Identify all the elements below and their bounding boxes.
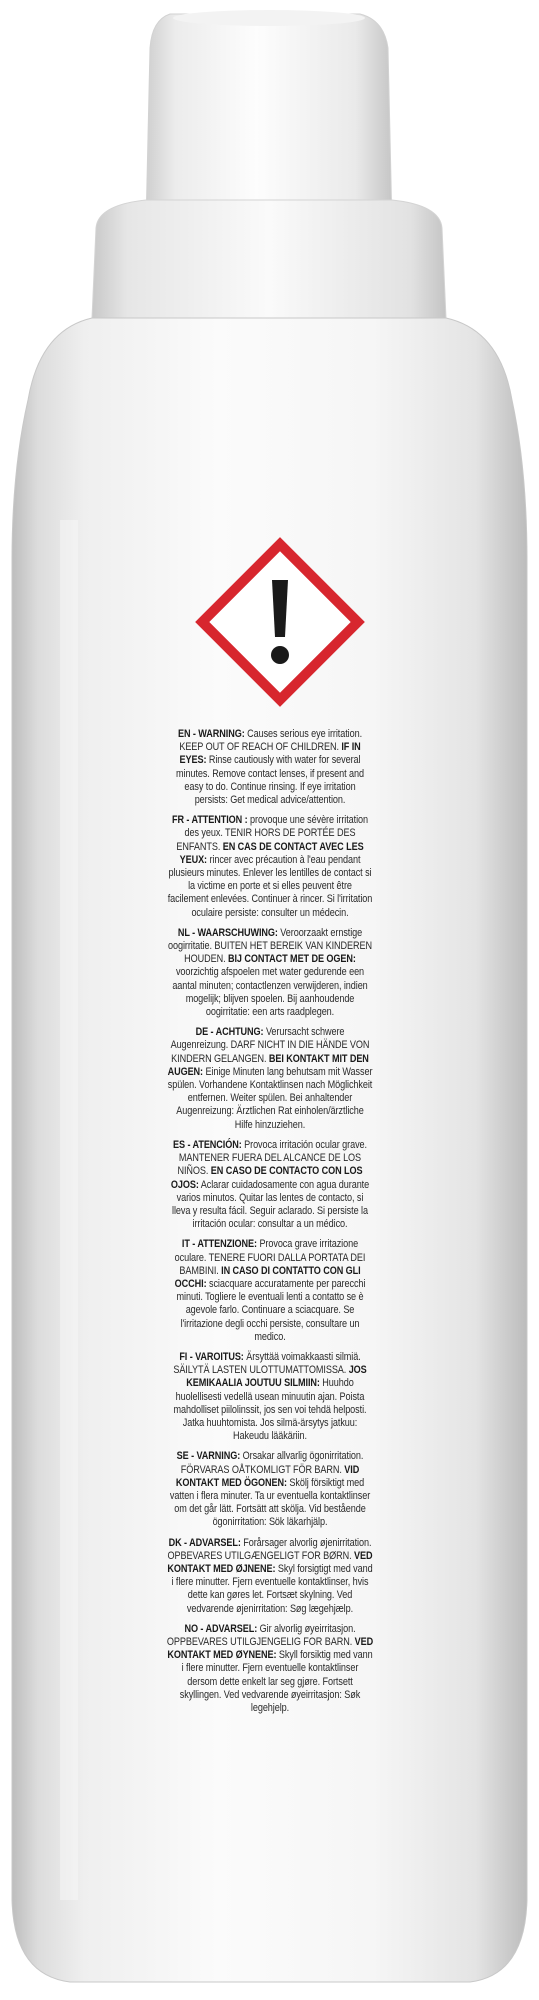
warning-first-aid-heading: JOS KEMIKAALIA JOUTUU SILMIIN: [186, 1364, 367, 1390]
warning-language: NL [177, 926, 190, 939]
warning-signal-word: WAARSCHUWING: [197, 926, 278, 939]
warning-signal-word: VAROITUS: [195, 1350, 244, 1363]
warning-language: FR [172, 814, 184, 827]
warning-first-aid-heading: EN CASO DE CONTACTO CON LOS OJOS: [170, 1165, 363, 1191]
warning-language: ES [173, 1138, 186, 1151]
warning-first-aid-text: sciacquare accuratamente per parecchi minuti. Togliere le eventuali lenti a contatto se è agevole farlo. Continuare a sciacquare. Se l'irritazione degli occhi persiste, consultare un medico. [176, 1277, 366, 1343]
warning-first-aid-heading: EN CAS DE CONTACT AVEC LES YEUX: [179, 840, 364, 866]
warning-signal-word: ATTENTION : [191, 814, 248, 827]
warning-block: FI - VAROITUS: Ärsyttää voimakkaasti silmiä. SÄILYTÄ LASTEN ULOTTUMATTOMISSA. JOS KEMIKAALIA JOUTUU SILMIIN: Huuhdo huolellisesti vedellä usean minuutin ajan. Poista mahdolliset piilolinssit, jos sen voi tehdä helposti. Jatka huuhtomista. Jos silmä-ärsytys jatkuu: Hakeudu lääkäriin. [173, 1350, 367, 1443]
warning-block: EN - WARNING: Causes serious eye irritation. KEEP OUT OF REACH OF CHILDREN. IF IN EYES: Rinse cautiously with water for several minutes. Remove contact lenses, if present and easy to do. Continue rinsing. If eye irritation persists: Get medical advice/attention. [176, 728, 364, 807]
warning-signal-word: ATENCIÓN: [192, 1138, 242, 1151]
warning-signal-word: ADVARSEL: [189, 1536, 241, 1549]
warning-language: EN [177, 728, 191, 740]
warning-first-aid-text: Huuhdo huolellisesti vedellä usean minuutin ajan. Poista mahdolliset piilolinssit, jos sen voi tehdä helposti. Jatka huuhtomista. Jos silmä-ärsytys jatkuu: Hakeudu lääkäriin. [173, 1377, 367, 1443]
warning-first-aid-heading: IN CASO DI CONTATTO CON GLI OCCHI: [174, 1264, 361, 1290]
warning-first-aid-text: Skölj försiktigt med vatten i flera minuter. Ta ur eventuella kontaktlinser om det går lätt. Fortsätt att skölja. Vid bestående ögonirritation: Sök läkarhjälp. [169, 1476, 371, 1529]
warning-first-aid-heading: VID KONTAKT MED ÖGONEN: [175, 1463, 360, 1489]
warning-language: IT [181, 1238, 190, 1251]
warning-text: Orsakar allvarlig ögonirritation. FÖRVARAS OÅTKOMLIGT FÖR BARN. [180, 1450, 364, 1476]
warning-text: provoque une sévère irritation des yeux. TENIR HORS DE PORTÉE DES ENFANTS. [176, 814, 368, 853]
bottle-cap [146, 14, 392, 225]
warning-text: Causes serious eye irritation. KEEP OUT OF REACH OF CHILDREN. [179, 728, 363, 754]
warning-first-aid-heading: BEI KONTAKT MIT DEN AUGEN: [167, 1052, 369, 1078]
warning-text: Provoca grave irritazione oculare. TENERE FUORI DALLA PORTATA DEI BAMBINI. [174, 1238, 366, 1277]
warning-block: ES - ATENCIÓN: Provoca irritación ocular grave. MANTENER FUERA DEL ALCANCE DE LOS NIÑOS. EN CASO DE CONTACTO CON LOS OJOS: Aclarar cuidadosamente con agua durante varios minutos. Quitar las lentes de contacto, si lleva y resulta fácil. Seguir aclarado. Si persiste la irritación ocular: consultar a un médico. [170, 1138, 370, 1231]
warning-text: Veroorzaakt ernstige oogirritatie. BUITEN HET BEREIK VAN KINDEREN HOUDEN. [168, 926, 372, 966]
warning-first-aid-text: Skyl forsigtigt med vand i flere minutter. Fjern eventuelle kontaktlinser, hvis dette kan gøres let. Fortsæt skylning. Ved vedvarende øjenirritation: Søg lægehjælp. [171, 1562, 373, 1615]
warning-first-aid-text: Skyll forsiktig med vann i flere minutter. Fjern eventuelle kontaktlinser dersom dette enkelt lar seg gjøre. Fortsett skyllingen. Ved vedvarende øyeirritasjon: Søk legehjelp. [179, 1649, 373, 1715]
warning-text: Forårsager alvorlig øjenirritation. OPBEVARES UTILGÆNGELIGT FOR BØRN. [167, 1536, 372, 1562]
warning-block: NO - ADVARSEL: Gir alvorlig øyeirritasjon. OPPBEVARES UTILGJENGELIG FOR BARN. VED KONTAKT MED ØYNENE: Skyll forsiktig med vann i flere minutter. Fjern eventuelle kontaktlinser dersom dette enkelt lar seg gjøre. Fortsett skyllingen. Ved vedvarende øyeirritasjon: Søk legehjelp. [166, 1622, 374, 1715]
warning-block: DK - ADVARSEL: Forårsager alvorlig øjenirritation. OPBEVARES UTILGÆNGELIGT FOR BØRN. VED KONTAKT MED ØJNENE: Skyl forsigtigt med vand i flere minutter. Fjern eventuelle kontaktlinser, hvis dette kan gøres let. Fortsæt skylning. Ved vedvarende øjenirritation: Søg lægehjælp. [167, 1536, 373, 1615]
warning-first-aid-text: Rinse cautiously with water for several minutes. Remove contact lenses, if present and easy to do. Continue rinsing. If eye irritation persists: Get medical advice/attention. [176, 754, 364, 807]
warning-first-aid-text: rincer avec précaution à l'eau pendant plusieurs minutes. Enlever les lentilles de contact si la victime en porte et si elles peuvent être facilement enlevées. Continuer à rincer. Si l'irritation oculaire persiste: consulter un médecin. [167, 853, 373, 919]
warning-block: SE - VARNING: Orsakar allvarlig ögonirritation. FÖRVARAS OÅTKOMLIGT FÖR BARN. VID KONTAKT MED ÖGONEN: Skölj försiktigt med vatten i flera minuter. Ta ur eventuella kontaktlinser om det går lätt. Fortsätt att skölja. Vid bestående ögonirritation: Sök läkarhjälp. [169, 1450, 371, 1529]
warning-block: FR - ATTENTION : provoque une sévère irritation des yeux. TENIR HORS DE PORTÉE DES ENFANTS. EN CAS DE CONTACT AVEC LES YEUX: rincer avec précaution à l'eau pendant plusieurs minutes. Enlever les lentilles de contact si la victime en porte et si elles peuvent être facilement enlevées. Continuer à rincer. Si l'irritation oculaire persiste: consulter un médecin. [167, 814, 373, 919]
warning-signal-word: ADVARSEL: [205, 1622, 258, 1635]
warning-text: Verursacht schwere Augenreizung. DARF NICHT IN DIE HÄNDE VON KINDERN GELANGEN. [170, 1026, 370, 1065]
warning-language: DE [195, 1026, 209, 1039]
warning-first-aid-heading: VED KONTAKT MED ØJNENE: [167, 1549, 373, 1575]
warning-language: DK [168, 1536, 182, 1549]
warning-text: Provoca irritación ocular grave. MANTENER FUERA DEL ALCANCE DE LOS NIÑOS. [177, 1138, 367, 1178]
warning-first-aid-heading: VED KONTAKT MED ØYNENE: [167, 1636, 374, 1662]
safety-warning-label [167, 728, 373, 1722]
warning-signal-word: ATTENZIONE: [197, 1238, 257, 1251]
warning-language: FI [179, 1350, 188, 1363]
warning-block: IT - ATTENZIONE: Provoca grave irritazione oculare. TENERE FUORI DALLA PORTATA DEI BAMBINI. IN CASO DI CONTATTO CON GLI OCCHI: sciacquare accuratamente per parecchi minuti. Togliere le eventuali lenti a contatto se è agevole farlo. Continuare a sciacquare. Se l'irritazione degli occhi persiste, consultare un medico. [174, 1238, 366, 1343]
warning-signal-word: VARNING: [196, 1450, 241, 1463]
warning-first-aid-text: voorzichtig afspoelen met water gedurende een aantal minuten; contactlenzen verwijderen, indien mogelijk; blijven spoelen. Bij aanhoudende oogirritatie: een arts raadplegen. [172, 966, 368, 1019]
warning-text: Gir alvorlig øyeirritasjon. OPPBEVARES UTILGJENGELIG FOR BARN. [166, 1622, 356, 1648]
warning-language: SE [176, 1450, 189, 1463]
warning-first-aid-heading: BIJ CONTACT MET DE OGEN: [227, 953, 356, 966]
warning-language: NO [184, 1622, 198, 1635]
warning-block: NL - WAARSCHUWING: Veroorzaakt ernstige oogirritatie. BUITEN HET BEREIK VAN KINDEREN HOUDEN. BIJ CONTACT MET DE OGEN: voorzichtig afspoelen met water gedurende een aantal minuten; contactlenzen verwijderen, indien mogelijk; blijven spoelen. Bij aanhoudende oogirritatie: een arts raadplegen. [168, 926, 372, 1019]
warning-first-aid-text: Einige Minuten lang behutsam mit Wasser spülen. Vorhandene Kontaktlinsen nach Möglichkeit entfernen. Weiter spülen. Bei anhaltender Augenreizung: Ärztlichen Rat einholen/ärztliche Hilfe hinzuziehen. [167, 1065, 373, 1131]
warning-signal-word: WARNING: [198, 728, 245, 740]
warning-block: DE - ACHTUNG: Verursacht schwere Augenreizung. DARF NICHT IN DIE HÄNDE VON KINDERN GELANGEN. BEI KONTAKT MIT DEN AUGEN: Einige Minuten lang behutsam mit Wasser spülen. Vorhandene Kontaktlinsen nach Möglichkeit entfernen. Weiter spülen. Bei anhaltender Augenreizung: Ärztlichen Rat einholen/ärztliche Hilfe hinzuziehen. [167, 1026, 373, 1131]
warning-text: Ärsyttää voimakkaasti silmiä. SÄILYTÄ LASTEN ULOTTUMATTOMISSA. [173, 1350, 361, 1377]
warning-first-aid-text: Aclarar cuidadosamente con agua durante varios minutos. Quitar las lentes de contacto, si lleva y resulta fácil. Seguir aclarado. Si persiste la irritación ocular: consultar a un médico. [172, 1178, 370, 1231]
bottle-collar [92, 200, 446, 318]
warning-first-aid-heading: IF IN EYES: [179, 741, 361, 767]
warning-signal-word: ACHTUNG: [215, 1026, 264, 1039]
